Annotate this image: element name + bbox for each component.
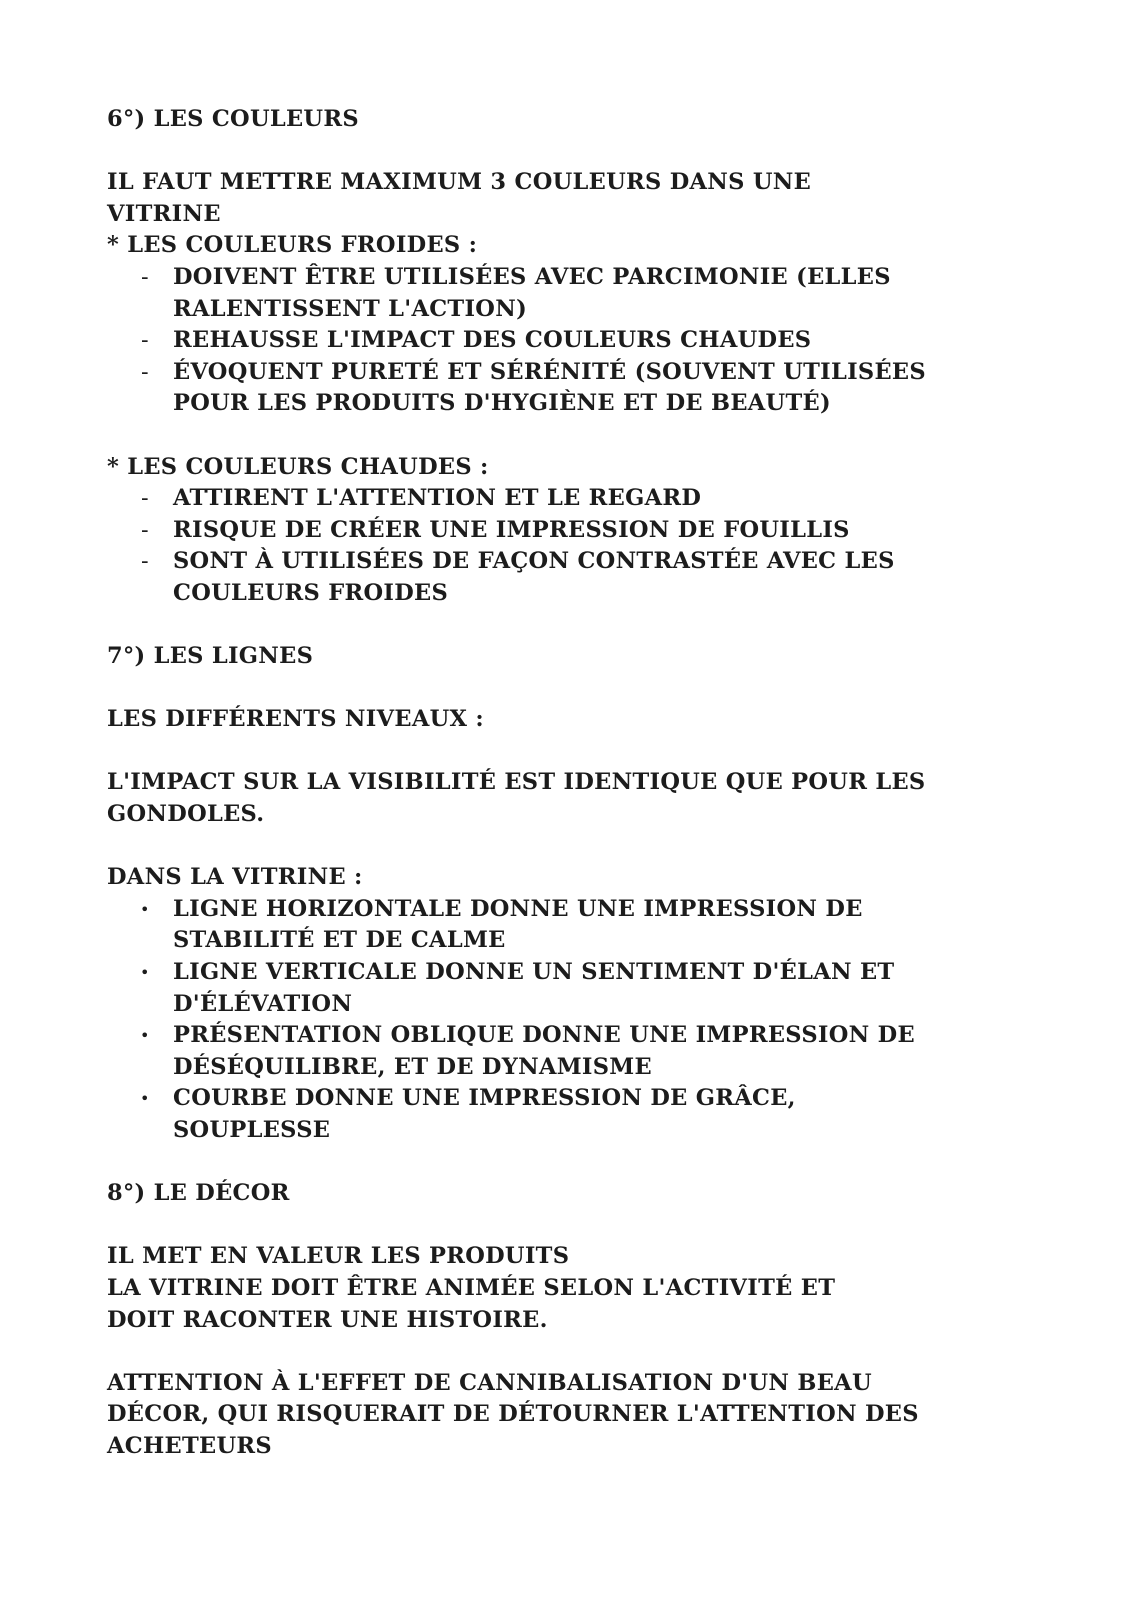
warm-colors-item: [107, 483, 1027, 515]
lines-bullet-item: [107, 894, 1027, 957]
section-heading-colors: 6°) LES COULEURS: [107, 106, 359, 132]
visibility-line-1: L'IMPACT SUR LA VISIBILITÉ EST IDENTIQUE QUE POUR LES: [107, 769, 926, 796]
list-item-line-2: SOUPLESSE: [173, 1117, 331, 1143]
decor-paragraph-1-line-3: DOIT RACONTER UNE HISTOIRE.: [107, 1306, 548, 1333]
warm-colors-title: * LES COULEURS CHAUDES :: [107, 453, 489, 480]
lines-bullet-item: [107, 1020, 1027, 1083]
list-item-line-1: COURBE DONNE UNE IMPRESSION DE GRÂCE,: [173, 1085, 796, 1112]
list-item-line-2: POUR LES PRODUITS D'HYGIÈNE ET DE BEAUTÉ): [173, 390, 831, 417]
list-item-line-2: RALENTISSENT L'ACTION): [173, 295, 528, 322]
list-item-line-2: COULEURS FROIDES: [173, 579, 449, 606]
spacer: [107, 831, 1027, 863]
cold-colors-item: [107, 262, 1027, 325]
window-title: DANS LA VITRINE :: [107, 864, 363, 891]
spacer: [107, 1210, 1027, 1242]
warm-colors-item: [107, 515, 1027, 547]
cold-colors-item: [107, 357, 1027, 420]
decor-paragraph-2-line-2: DÉCOR, QUI RISQUERAIT DE DÉTOURNER L'ATTENTION DES: [107, 1401, 919, 1428]
dash-marker: -: [141, 548, 149, 575]
warm-colors-item: [107, 546, 1027, 609]
spacer: [107, 1147, 1027, 1179]
section-heading-decor: 8°) LE DÉCOR: [107, 1180, 290, 1207]
colors-intro-line-2: VITRINE: [107, 200, 221, 227]
cold-colors-title: * LES COULEURS FROIDES :: [107, 232, 478, 259]
list-item-line-1: ÉVOQUENT PURETÉ ET SÉRÉNITÉ (SOUVENT UTILISÉES: [173, 358, 926, 385]
list-item-line-1: SONT À UTILISÉES DE FAÇON CONTRASTÉE AVEC LES: [173, 548, 895, 575]
decor-paragraph-2-line-3: ACHETEURS: [107, 1432, 272, 1459]
spacer: [107, 420, 1027, 452]
dash-marker: -: [141, 263, 149, 290]
decor-paragraph-1-line-1: IL MET EN VALEUR LES PRODUITS: [107, 1243, 570, 1270]
levels-title: LES DIFFÉRENTS NIVEAUX :: [107, 706, 484, 733]
list-item-line-1: RISQUE DE CRÉER UNE IMPRESSION DE FOUILLIS: [173, 516, 850, 543]
document-page: [107, 104, 1027, 1463]
decor-paragraph-1-line-2: LA VITRINE DOIT ÊTRE ANIMÉE SELON L'ACTIVITÉ ET: [107, 1274, 836, 1301]
spacer: [107, 136, 1027, 168]
spacer: [107, 673, 1027, 705]
visibility-line-2: GONDOLES.: [107, 801, 265, 828]
bullet-marker: •: [140, 899, 150, 919]
spacer: [107, 610, 1027, 642]
list-item-line-1: ATTIRENT L'ATTENTION ET LE REGARD: [173, 485, 702, 512]
list-item-line-1: DOIVENT ÊTRE UTILISÉES AVEC PARCIMONIE (ELLES: [173, 263, 891, 290]
dash-marker: -: [141, 358, 149, 385]
decor-paragraph-2-line-1: ATTENTION À L'EFFET DE CANNIBALISATION D'UN BEAU: [107, 1369, 872, 1396]
cold-colors-item: [107, 325, 1027, 357]
list-item-line-2: DÉSÉQUILIBRE, ET DE DYNAMISME: [173, 1053, 652, 1080]
bullet-marker: •: [140, 1026, 150, 1046]
list-item-line-1: PRÉSENTATION OBLIQUE DONNE UNE IMPRESSION DE: [173, 1022, 915, 1049]
spacer: [107, 1336, 1027, 1368]
dash-marker: -: [141, 485, 149, 512]
bullet-marker: •: [140, 963, 150, 983]
list-item-line-2: STABILITÉ ET DE CALME: [173, 927, 506, 954]
bullet-marker: •: [140, 1089, 150, 1109]
spacer: [107, 736, 1027, 768]
list-item-line-1: LIGNE VERTICALE DONNE UN SENTIMENT D'ÉLAN ET: [173, 959, 895, 986]
list-item-line-1: REHAUSSE L'IMPACT DES COULEURS CHAUDES: [173, 327, 812, 354]
section-heading-lines: 7°) LES LIGNES: [107, 643, 314, 670]
list-item-line-1: LIGNE HORIZONTALE DONNE UNE IMPRESSION DE: [173, 895, 863, 922]
list-item-line-2: D'ÉLÉVATION: [173, 990, 353, 1017]
colors-intro-line-1: IL FAUT METTRE MAXIMUM 3 COULEURS DANS UNE: [107, 169, 812, 196]
lines-bullet-item: [107, 957, 1027, 1020]
dash-marker: -: [141, 516, 149, 543]
dash-marker: -: [141, 327, 149, 354]
lines-bullet-item: [107, 1083, 1027, 1146]
